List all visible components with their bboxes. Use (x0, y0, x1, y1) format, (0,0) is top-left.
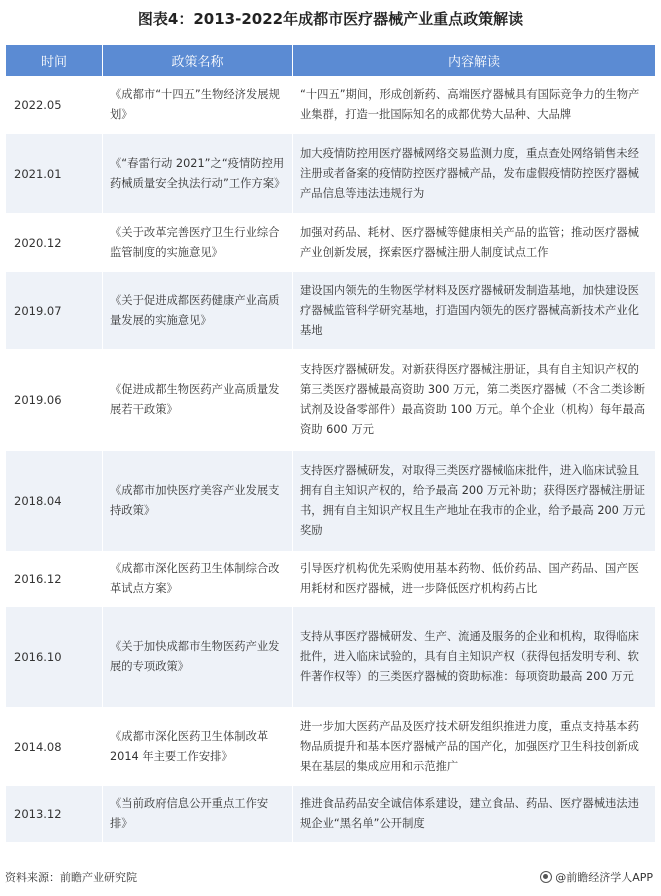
table-row (6, 214, 656, 272)
cell-content: 建设国内领先的生物医学材料及医疗器械研发制造基地，加快建设医疗器械监管科学研究基地，打造国内领先的医疗器械高新技术产业化基地 (293, 272, 656, 350)
cell-time: 2016.12 (6, 552, 103, 607)
cell-policy: 《关于促进成都医药健康产业高质量发展的实施意见》 (103, 272, 293, 350)
cell-policy: 《关于加快成都市生物医药产业发展的专项政策》 (103, 607, 293, 708)
cell-content: 进一步加大医药产品及医疗技术研发组织推进力度，重点支持基本药物品质提升和基本医疗器械产品的国产化，加强医疗卫生科技创新成果在基层的集成应用和示范推广 (293, 708, 656, 786)
table-row (6, 786, 656, 843)
cell-content: 推进食品药品安全诚信体系建设，建立食品、药品、医疗器械违法违规企业“黑名单”公开制度 (293, 786, 656, 843)
table-row (6, 272, 656, 350)
cell-time: 2022.05 (6, 77, 103, 134)
header-time: 时间 (6, 45, 103, 77)
cell-policy: 《成都市深化医药卫生体制改革 2014 年主要工作安排》 (103, 708, 293, 786)
table-row (6, 552, 656, 607)
cell-policy: 《关于改革完善医疗卫生行业综合监管制度的实施意见》 (103, 214, 293, 272)
qianzhan-logo-icon (540, 871, 552, 883)
header-content: 内容解读 (293, 45, 656, 77)
cell-content: 支持医疗器械研发。对新获得医疗器械注册证，具有自主知识产权的第三类医疗器械最高资助 300 万元，第二类医疗器械（不含二类诊断试剂及设备零部件）最高资助 100 万元。单个企业（机构）每年最高资助 600 万元 (293, 350, 656, 451)
cell-content: “十四五”期间，形成创新药、高端医疗器械具有国际竞争力的生物产业集群，打造一批国际知名的成都优势大品种、大品牌 (293, 77, 656, 134)
cell-time: 2019.06 (6, 350, 103, 451)
cell-policy: 《促进成都生物医药产业高质量发展若干政策》 (103, 350, 293, 451)
cell-time: 2016.10 (6, 607, 103, 708)
table-row (6, 77, 656, 134)
source-note: 资料来源：前瞻产业研究院 (5, 871, 137, 884)
cell-policy: 《成都市加快医疗美容产业发展支持政策》 (103, 451, 293, 552)
table-row (6, 134, 656, 214)
cell-content: 加大疫情防控用医疗器械网络交易监测力度，重点查处网络销售未经注册或者备案的疫情防控医疗器械产品，发布虚假疫情防控医疗器械产品信息等违法违规行为 (293, 134, 656, 214)
table-row (6, 607, 656, 708)
cell-time: 2013.12 (6, 786, 103, 843)
cell-content: 支持从事医疗器械研发、生产、流通及服务的企业和机构，取得临床批件，进入临床试验的，具有自主知识产权（获得包括发明专利、软件著作权等）的三类医疗器械的资助标准：每项资助最高 200 万元 (293, 607, 656, 708)
cell-policy: 《当前政府信息公开重点工作安排》 (103, 786, 293, 843)
table-row (6, 350, 656, 451)
table-header-row (6, 45, 656, 77)
header-policy-name: 政策名称 (103, 45, 293, 77)
cell-time: 2014.08 (6, 708, 103, 786)
brand-label: @前瞻经济学人APP (555, 871, 653, 884)
cell-time: 2020.12 (6, 214, 103, 272)
chart-title: 图表4：2013-2022年成都市医疗器械产业重点政策解读 (137, 10, 524, 28)
cell-content: 加强对药品、耗材、医疗器械等健康相关产品的监管；推动医疗器械产业创新发展，探索医疗器械注册人制度试点工作 (293, 214, 656, 272)
cell-policy: 《成都市“十四五”生物经济发展规划》 (103, 77, 293, 134)
brand-credit (540, 869, 653, 885)
cell-time: 2018.04 (6, 451, 103, 552)
cell-content: 引导医疗机构优先采购使用基本药物、低价药品、国产药品、国产医用耗材和医疗器械，进一步降低医疗机构药占比 (293, 552, 656, 607)
cell-time: 2021.01 (6, 134, 103, 214)
table-row (6, 451, 656, 552)
table-row (6, 708, 656, 786)
cell-content: 支持医疗器械研发，对取得三类医疗器械临床批件，进入临床试验且拥有自主知识产权的，给予最高 200 万元补助；获得医疗器械注册证书，拥有自主知识产权且生产地址在我市的企业，给予最高 200 万元奖励 (293, 451, 656, 552)
policy-table (5, 44, 656, 843)
cell-policy: 《成都市深化医药卫生体制综合改革试点方案》 (103, 552, 293, 607)
cell-time: 2019.07 (6, 272, 103, 350)
cell-policy: 《“春雷行动 2021”之“疫情防控用药械质量安全执法行动”工作方案》 (103, 134, 293, 214)
